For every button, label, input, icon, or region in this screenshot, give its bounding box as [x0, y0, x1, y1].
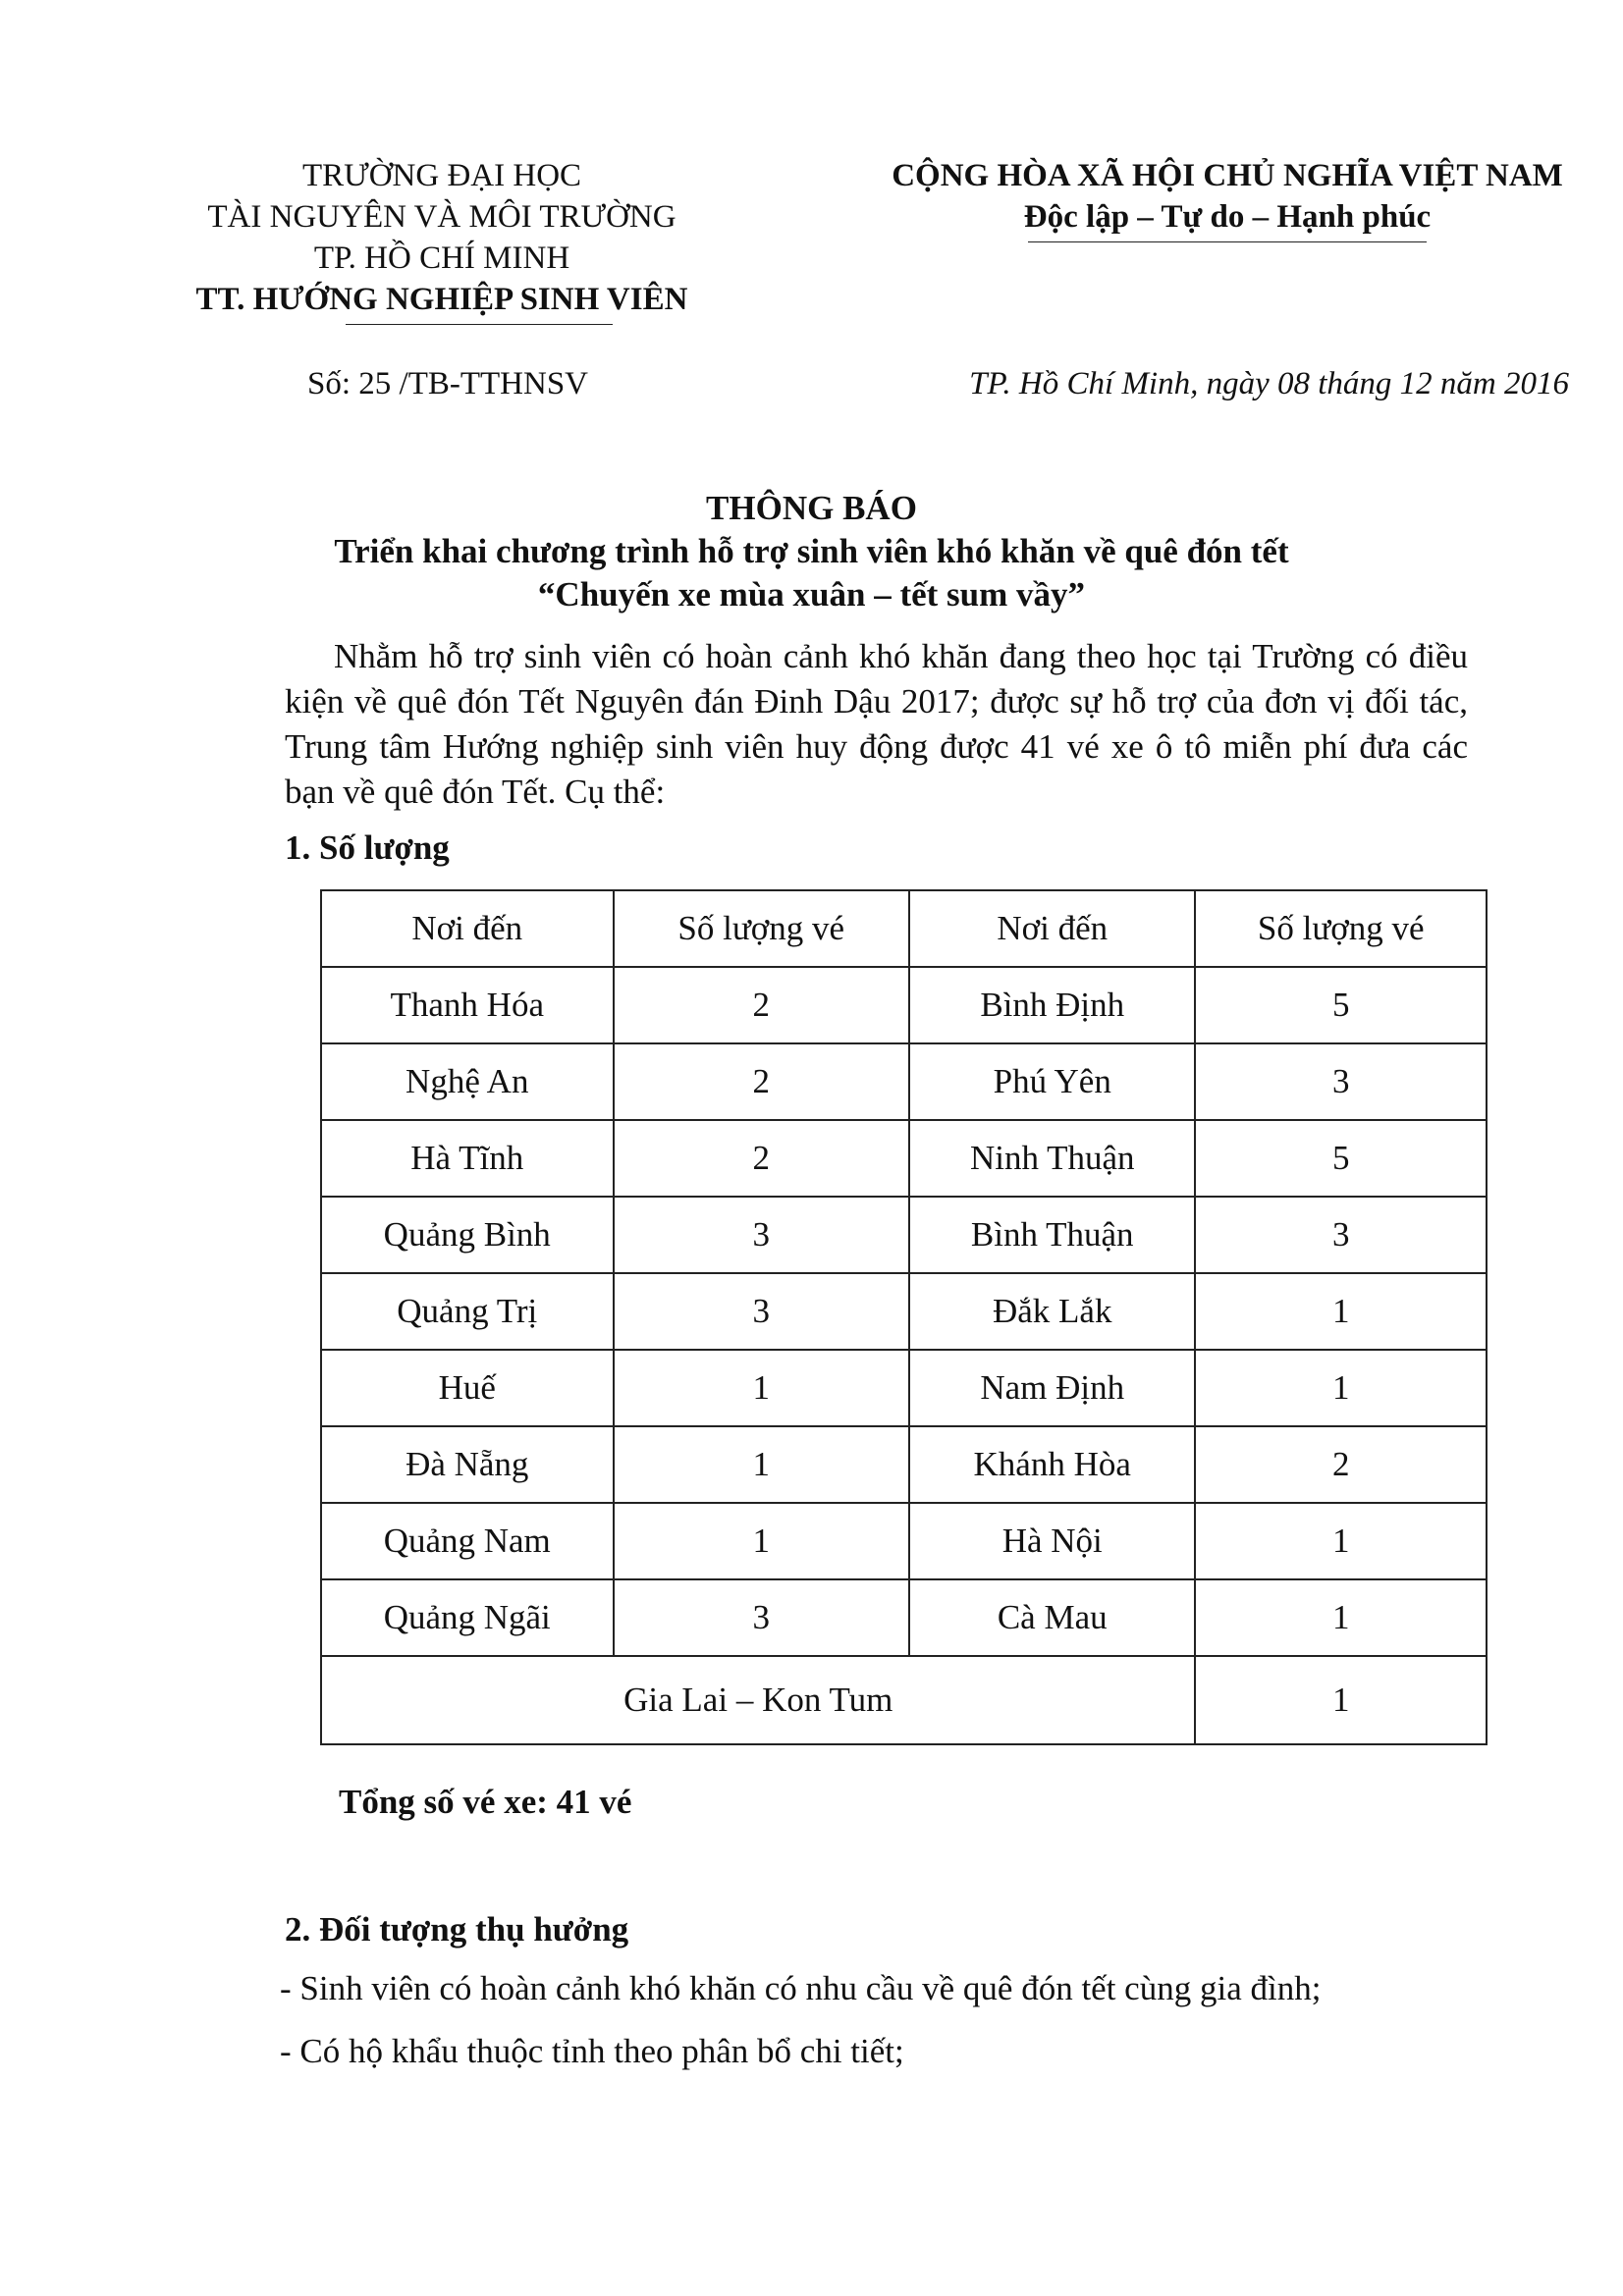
ticket-count-cell: 1: [614, 1503, 909, 1579]
ticket-count-cell: 5: [1195, 1120, 1487, 1197]
ticket-count-cell: 1: [1195, 1273, 1487, 1350]
destination-cell: Quảng Trị: [321, 1273, 614, 1350]
destination-cell: Cà Mau: [909, 1579, 1196, 1656]
ticket-count-cell: 2: [614, 1120, 909, 1197]
table-row: [321, 1350, 1487, 1426]
destination-cell: Nam Định: [909, 1350, 1196, 1426]
destination-cell: Quảng Nam: [321, 1503, 614, 1579]
document-title-block: [0, 487, 1623, 616]
destination-cell: Bình Định: [909, 967, 1196, 1043]
destination-cell-merged: Gia Lai – Kon Tum: [321, 1656, 1195, 1744]
ticket-table: [320, 889, 1488, 1745]
organization-block: [187, 155, 697, 320]
org-line-2: TÀI NGUYÊN VÀ MÔI TRƯỜNG: [207, 199, 676, 235]
table-row: [321, 1503, 1487, 1579]
org-line-4: TT. HƯỚNG NGHIỆP SINH VIÊN: [195, 282, 688, 317]
ticket-count-cell: 3: [1195, 1197, 1487, 1273]
table-row: [321, 1120, 1487, 1197]
table-header-cell: Số lượng vé: [1195, 890, 1487, 967]
destination-cell: Hà Tĩnh: [321, 1120, 614, 1197]
motto: Độc lập – Tự do – Hạnh phúc: [1023, 199, 1432, 235]
document-number: Số: 25 /TB-TTHNSV: [307, 366, 589, 401]
ticket-count-cell: 3: [614, 1273, 909, 1350]
destination-cell: Hà Nội: [909, 1503, 1196, 1579]
ticket-count-cell: 2: [614, 1043, 909, 1120]
table-header-cell: Số lượng vé: [614, 890, 909, 967]
table-header-cell: Nơi đến: [321, 890, 614, 967]
list-item: - Sinh viên có hoàn cảnh khó khăn có nhu cầu về quê đón tết cùng gia đình;: [280, 1969, 1322, 2007]
document-title: THÔNG BÁO: [706, 489, 917, 527]
place-date: TP. Hồ Chí Minh, ngày 08 tháng 12 năm 2016: [969, 366, 1569, 401]
nation-block: [864, 155, 1591, 238]
table-row: [321, 1426, 1487, 1503]
table-row-merged: [321, 1656, 1487, 1744]
table-row: [321, 1273, 1487, 1350]
ticket-count-cell: 1: [1195, 1656, 1487, 1744]
destination-cell: Phú Yên: [909, 1043, 1196, 1120]
destination-cell: Thanh Hóa: [321, 967, 614, 1043]
destination-cell: Quảng Ngãi: [321, 1579, 614, 1656]
destination-cell: Đắk Lắk: [909, 1273, 1196, 1350]
ticket-total: Tổng số vé xe: 41 vé: [339, 1783, 632, 1821]
ticket-count-cell: 2: [1195, 1426, 1487, 1503]
ticket-count-cell: 2: [614, 967, 909, 1043]
motto-underline: [1028, 241, 1427, 242]
ticket-count-cell: 1: [614, 1426, 909, 1503]
destination-cell: Khánh Hòa: [909, 1426, 1196, 1503]
org-underline: [346, 324, 613, 325]
org-line-1: TRƯỜNG ĐẠI HỌC: [301, 158, 582, 193]
table-row: [321, 1043, 1487, 1120]
table-header-row: [321, 890, 1487, 967]
table-row: [321, 1197, 1487, 1273]
ticket-count-cell: 3: [614, 1197, 909, 1273]
destination-cell: Quảng Bình: [321, 1197, 614, 1273]
destination-cell: Huế: [321, 1350, 614, 1426]
intro-paragraph: Nhằm hỗ trợ sinh viên có hoàn cảnh khó khăn đang theo học tại Trường có điều kiện về quê đón Tết Nguyên đán Đinh Dậu 2017; được sự hỗ trợ của đơn vị đối tác, Trung tâm Hướng nghiệp sinh viên huy động được 41 vé xe ô tô miễn phí đưa các bạn về quê đón Tết. Cụ thể:: [285, 637, 1468, 811]
table-row: [321, 1579, 1487, 1656]
ticket-count-cell: 1: [1195, 1350, 1487, 1426]
destination-cell: Ninh Thuận: [909, 1120, 1196, 1197]
destination-cell: Nghệ An: [321, 1043, 614, 1120]
table-header-cell: Nơi đến: [909, 890, 1196, 967]
list-item: - Có hộ khẩu thuộc tỉnh theo phân bổ chi tiết;: [280, 2032, 904, 2070]
destination-cell: Đà Nẵng: [321, 1426, 614, 1503]
ticket-count-cell: 5: [1195, 967, 1487, 1043]
ticket-count-cell: 3: [614, 1579, 909, 1656]
document-subtitle-1: Triển khai chương trình hỗ trợ sinh viên khó khăn về quê đón tết: [334, 532, 1289, 570]
document-subtitle-2: “Chuyến xe mùa xuân – tết sum vầy”: [537, 575, 1086, 614]
nation-title: CỘNG HÒA XÃ HỘI CHỦ NGHĨA VIỆT NAM: [892, 158, 1563, 193]
section-1-heading: 1. Số lượng: [285, 828, 450, 867]
table-row: [321, 967, 1487, 1043]
destination-cell: Bình Thuận: [909, 1197, 1196, 1273]
org-line-3: TP. HỒ CHÍ MINH: [313, 240, 570, 276]
ticket-count-cell: 3: [1195, 1043, 1487, 1120]
ticket-count-cell: 1: [1195, 1579, 1487, 1656]
ticket-count-cell: 1: [1195, 1503, 1487, 1579]
section-2-heading: 2. Đối tượng thụ hưởng: [285, 1910, 629, 1949]
ticket-count-cell: 1: [614, 1350, 909, 1426]
